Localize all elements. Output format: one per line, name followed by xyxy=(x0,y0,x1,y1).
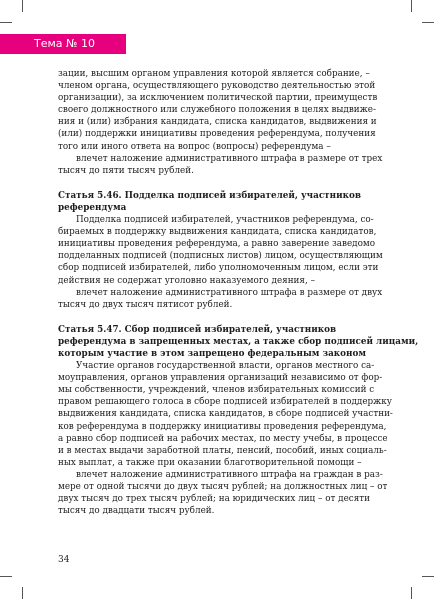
text-line: членом органа, осуществляющего руководство деятельностью этой xyxy=(58,81,376,92)
text-line: Подделка подписей избирателей, участников референдума, со- xyxy=(76,215,374,226)
text-line: тысяч до двадцати тысяч рублей. xyxy=(58,506,215,517)
paragraph xyxy=(58,469,388,517)
section-gap xyxy=(58,177,382,190)
text-line: действия не содержат уголовно наказуемого деяния, – xyxy=(58,275,315,286)
text-line: инициативы проведения референдума, а равно заверение заведомо xyxy=(58,239,376,250)
text-line: ных выплат, а также при оказании благотворительной помощи – xyxy=(58,457,362,468)
text-line: Участие органов государственной власти, органов местного са- xyxy=(76,361,375,372)
text-line: двух тысяч до трех тысяч рублей; на юридических лиц – от десяти xyxy=(58,494,370,505)
crop-mark xyxy=(422,576,434,577)
heading-line: референдума xyxy=(58,202,127,213)
text-line: сбор подписей избирателей, либо уполномоченным лицом, если эти xyxy=(58,263,379,274)
heading-line: Статья 5.46. Подделка подписей избирателей, участников xyxy=(58,190,361,201)
crop-mark xyxy=(411,587,412,599)
text-line: ков референдума в поддержку инициативы проведения референдума, xyxy=(58,421,387,432)
text-line: влечет наложение административного штрафа на граждан в раз- xyxy=(76,469,383,480)
text-line: тысяч до двух тысяч пятисот рублей. xyxy=(58,299,233,310)
article-heading xyxy=(58,324,419,360)
page-content xyxy=(58,68,419,517)
text-line: мере от одной тысячи до двух тысяч рублей; на должностных лиц – от xyxy=(58,482,388,492)
text-line: мы собственности, учреждений, членов избирательных комиссий с xyxy=(58,385,375,396)
topic-label: Тема № 10 xyxy=(34,37,95,50)
text-line: зации, высшим органом управления которой является собрание, – xyxy=(58,69,370,79)
text-line: тысяч до пяти тысяч рублей. xyxy=(58,165,194,176)
text-line: ния и (или) избрания кандидата, списка кандидатов, выдвижения и xyxy=(58,117,377,128)
text-line: подделанных подписей (подписных листов) лицом, осуществляющим xyxy=(58,251,383,262)
text-line: а равно сбор подписей на рабочих местах, по месту учебы, в процессе xyxy=(58,433,388,444)
text-line: моуправления, органов управления организаций независимо от фор- xyxy=(58,373,383,384)
paragraph xyxy=(58,287,382,311)
text-line: влечет наложение административного штрафа в размере от двух xyxy=(76,287,383,298)
text-line: (или) поддержки инициативы проведения референдума, получения xyxy=(58,129,376,140)
heading-line: Статья 5.47. Сбор подписей избирателей, участников xyxy=(58,324,337,335)
crop-mark xyxy=(0,22,12,23)
paragraph xyxy=(58,214,382,287)
crop-mark xyxy=(422,22,434,23)
text-line: влечет наложение административного штрафа в размере от трех xyxy=(76,153,383,164)
text-line: организации), за исключением политической партии, преимуществ xyxy=(58,93,378,104)
crop-mark xyxy=(22,0,23,12)
text-line: выдвижения кандидата, списка кандидатов, в сборе подписей участни- xyxy=(58,409,393,420)
crop-mark xyxy=(0,576,12,577)
text-line: своего должностного или служебного положения в целях выдвиже- xyxy=(58,105,376,116)
heading-line: которым участие в этом запрещено федеральным законом xyxy=(58,348,366,359)
text-line: бираемых в поддержку выдвижения кандидата, списка кандидатов, xyxy=(58,227,377,238)
page-number: 34 xyxy=(58,555,70,565)
heading-line: референдума в запрещенных местах, а также сбор подписей лицами, xyxy=(58,336,419,347)
topic-header xyxy=(0,34,126,54)
paragraph xyxy=(58,153,382,177)
article-heading xyxy=(58,190,382,214)
text-line: правом решающего голоса в сборе подписей избирателей в поддержку xyxy=(58,397,392,408)
paragraph xyxy=(58,360,393,469)
section-gap xyxy=(58,311,382,324)
text-line: и в местах выдачи заработной платы, пенсий, пособий, иных социаль- xyxy=(58,445,387,456)
text-line: того или иного ответа на вопрос (вопросы) референдума – xyxy=(58,141,331,152)
crop-mark xyxy=(22,587,23,599)
crop-mark xyxy=(411,0,412,12)
paragraph xyxy=(58,68,382,153)
